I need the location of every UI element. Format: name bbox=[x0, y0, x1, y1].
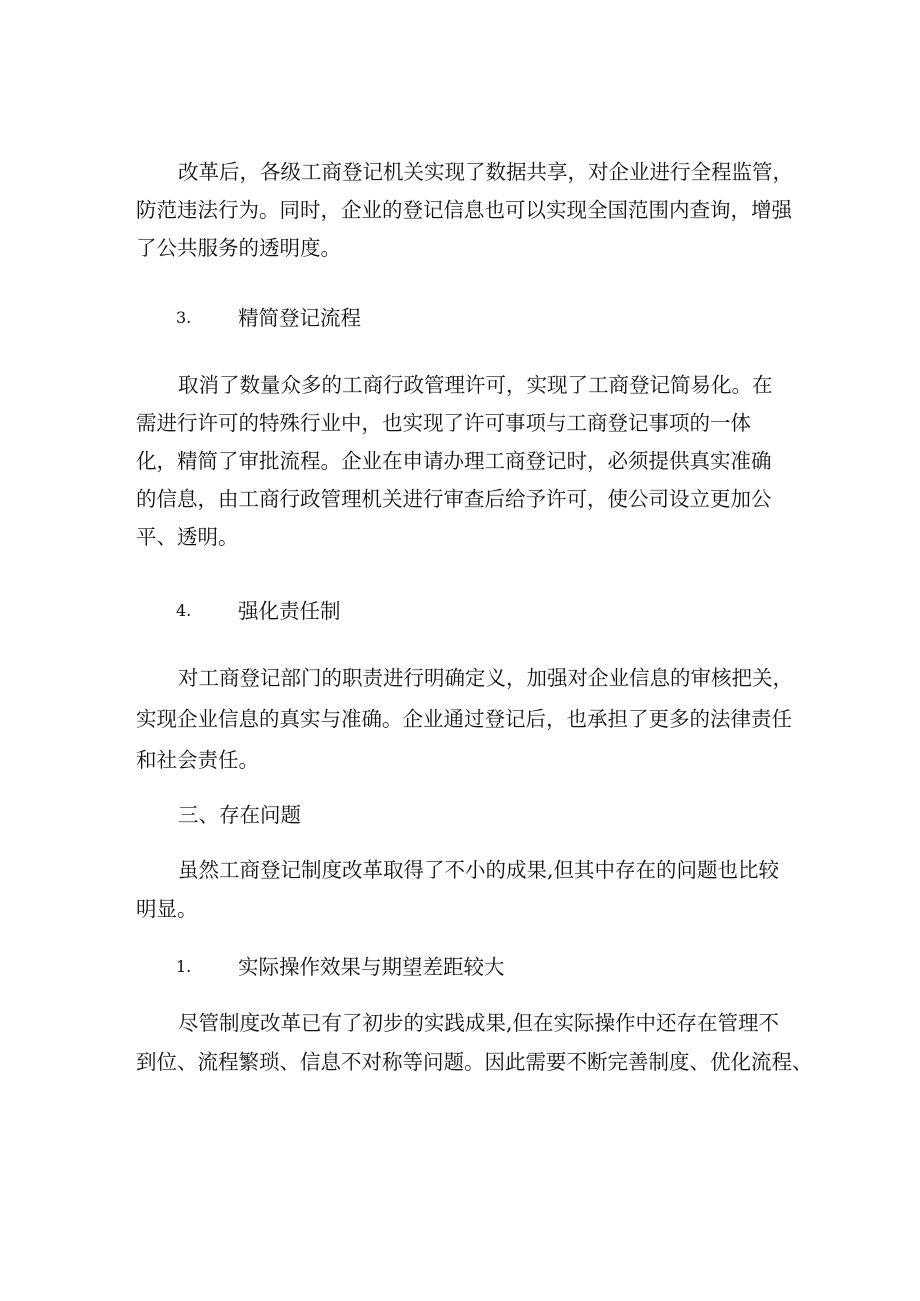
text-line: 平、透明。 bbox=[136, 525, 239, 549]
heading-number: 3. bbox=[176, 308, 192, 327]
text-line: 明显。 bbox=[136, 897, 198, 921]
text-line: 需进行许可的特殊行业中，也实现了许可事项与工商登记事项的一体 bbox=[136, 411, 751, 435]
text-line: 了公共服务的透明度。 bbox=[136, 236, 341, 260]
text-line: 实现企业信息的真实与准确。企业通过登记后，也承担了更多的法律责任 bbox=[136, 707, 792, 731]
text-line: 改革后，各级工商登记机关实现了数据共享，对企业进行全程监管， bbox=[178, 160, 793, 184]
heading-number: 1. bbox=[176, 957, 192, 976]
heading-simplify-process bbox=[0, 299, 920, 337]
heading-responsibility bbox=[0, 592, 920, 630]
heading-text: 强化责任制 bbox=[238, 599, 341, 623]
text-line: 虽然工商登记制度改革取得了不小的成果,但其中存在的问题也比较 bbox=[178, 858, 780, 882]
text-line: 的信息，由工商行政管理机关进行审查后给予许可，使公司设立更加公 bbox=[136, 487, 772, 511]
section-title: 三、存在问题 bbox=[178, 803, 301, 827]
heading-number: 4. bbox=[176, 601, 192, 620]
text-line: 防范违法行为。同时，企业的登记信息也可以实现全国范围内查询，增强 bbox=[136, 198, 792, 222]
heading-text: 精简登记流程 bbox=[238, 306, 361, 330]
text-line: 尽管制度改革已有了初步的实践成果,但在实际操作中还存在管理不 bbox=[178, 1011, 780, 1035]
heading-text: 实际操作效果与期望差距较大 bbox=[238, 955, 505, 979]
text-line: 对工商登记部门的职责进行明确定义，加强对企业信息的审核把关， bbox=[178, 666, 793, 690]
text-line: 化，精简了审批流程。企业在申请办理工商登记时，必须提供真实准确 bbox=[136, 449, 772, 473]
heading-expectation-gap bbox=[0, 948, 920, 986]
text-line: 和社会责任。 bbox=[136, 748, 259, 772]
text-line: 取消了数量众多的工商行政管理许可，实现了工商登记简易化。在 bbox=[178, 373, 773, 397]
text-line: 到位、流程繁琐、信息不对称等问题。因此需要不断完善制度、优化流程、 bbox=[136, 1050, 813, 1074]
